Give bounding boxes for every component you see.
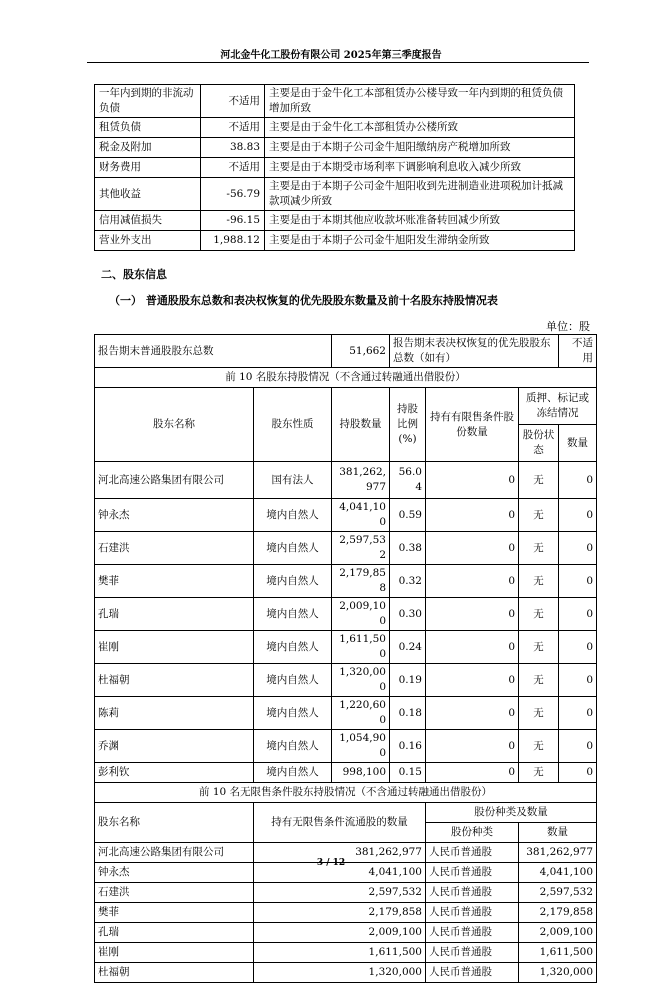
- page-header: 河北金牛化工股份有限公司 2025年第三季度报告: [220, 50, 442, 61]
- top10-row: [95, 664, 597, 697]
- th-status: 股份状态: [519, 425, 559, 462]
- th-ratio: 持股比例(%): [390, 388, 426, 462]
- shareholding-amount: 2,009,100: [332, 598, 390, 631]
- shareholder-name: 孔瑞: [95, 598, 254, 631]
- summary-value-2: 不适用: [559, 335, 597, 368]
- shareholding-ratio: 0.32: [390, 565, 426, 598]
- share-kind-qty: 2,597,532: [519, 883, 597, 903]
- unrestricted-name: 钟永杰: [95, 863, 254, 883]
- shareholding-amount: 2,179,858: [332, 565, 390, 598]
- share-kind-qty: 4,041,100: [519, 863, 597, 883]
- change-item: 财务费用: [95, 158, 201, 178]
- change-reason: 主要是由于本期子公司金牛旭阳收到先进制造业进项税加计抵减款项减少所致: [265, 178, 575, 211]
- uth-name: 股东名称: [95, 803, 254, 843]
- pledge-qty: 0: [559, 462, 597, 499]
- change-percent: 不适用: [201, 158, 265, 178]
- unrestricted-title: 前 10 名无限售条件股东持股情况（不含通过转融通出借股份）: [95, 783, 597, 803]
- shareholding-amount: 4,041,100: [332, 499, 390, 532]
- pledge-status: 无: [519, 763, 559, 783]
- shareholder-name: 杜福朝: [95, 664, 254, 697]
- restricted-shares: 0: [426, 763, 519, 783]
- unrestricted-name: 石建洪: [95, 883, 254, 903]
- shareholding-amount: 998,100: [332, 763, 390, 783]
- shareholder-nature: 境内自然人: [254, 532, 332, 565]
- restricted-shares: 0: [426, 532, 519, 565]
- change-row: [95, 158, 575, 178]
- shareholding-amount: 1,611,500: [332, 631, 390, 664]
- share-kind: 人民币普通股: [426, 843, 519, 863]
- uth-kind-group: 股份种类及数量: [426, 803, 597, 823]
- shareholder-nature: 境内自然人: [254, 664, 332, 697]
- unrestricted-row: [95, 903, 597, 923]
- change-row: [95, 231, 575, 251]
- shareholder-nature: 境内自然人: [254, 598, 332, 631]
- unrestricted-row: [95, 963, 597, 983]
- shareholding-amount: 381,262,977: [332, 462, 390, 499]
- share-kind: 人民币普通股: [426, 923, 519, 943]
- restricted-shares: 0: [426, 631, 519, 664]
- section-title-shareholders: 二、股东信息: [101, 268, 167, 281]
- unrestricted-amount: 381,262,977: [254, 843, 426, 863]
- pledge-status: 无: [519, 532, 559, 565]
- change-row: [95, 178, 575, 211]
- unrestricted-row: [95, 883, 597, 903]
- shareholding-ratio: 0.15: [390, 763, 426, 783]
- shareholder-name: 乔渊: [95, 730, 254, 763]
- unrestricted-row: [95, 923, 597, 943]
- unit-label: 单位：股: [546, 320, 590, 333]
- pledge-qty: 0: [559, 763, 597, 783]
- shareholder-name: 河北高速公路集团有限公司: [95, 462, 254, 499]
- shareholder-nature: 境内自然人: [254, 631, 332, 664]
- page-footer: 3 / 12: [316, 858, 346, 868]
- shareholder-name: 彭利钦: [95, 763, 254, 783]
- unrestricted-amount: 2,179,858: [254, 903, 426, 923]
- th-amount: 持股数量: [332, 388, 390, 462]
- unrestricted-amount: 1,320,000: [254, 963, 426, 983]
- pledge-status: 无: [519, 697, 559, 730]
- top10-row: [95, 631, 597, 664]
- th-pledge: 质押、标记或冻结情况: [519, 388, 597, 425]
- share-kind-qty: 1,320,000: [519, 963, 597, 983]
- shareholder-name: 陈莉: [95, 697, 254, 730]
- change-item: 其他收益: [95, 178, 201, 211]
- share-kind: 人民币普通股: [426, 883, 519, 903]
- shareholding-ratio: 0.18: [390, 697, 426, 730]
- change-item: 营业外支出: [95, 231, 201, 251]
- header-divider: [87, 62, 589, 63]
- share-kind: 人民币普通股: [426, 863, 519, 883]
- shareholder-nature: 国有法人: [254, 462, 332, 499]
- pledge-status: 无: [519, 499, 559, 532]
- shareholding-ratio: 56.04: [390, 462, 426, 499]
- shareholder-nature: 境内自然人: [254, 565, 332, 598]
- shareholder-nature: 境内自然人: [254, 697, 332, 730]
- change-percent: 不适用: [201, 85, 265, 118]
- top10-row: [95, 565, 597, 598]
- th-nature: 股东性质: [254, 388, 332, 462]
- top10-row: [95, 730, 597, 763]
- top10-row: [95, 462, 597, 499]
- change-item: 一年内到期的非流动负债: [95, 85, 201, 118]
- th-name: 股东名称: [95, 388, 254, 462]
- summary-value-1: 51,662: [332, 335, 390, 368]
- restricted-shares: 0: [426, 730, 519, 763]
- restricted-shares: 0: [426, 499, 519, 532]
- shareholder-table: [94, 334, 597, 983]
- unrestricted-amount: 1,611,500: [254, 943, 426, 963]
- pledge-qty: 0: [559, 664, 597, 697]
- pledge-status: 无: [519, 631, 559, 664]
- shareholding-ratio: 0.30: [390, 598, 426, 631]
- share-kind-qty: 381,262,977: [519, 843, 597, 863]
- share-kind: 人民币普通股: [426, 963, 519, 983]
- change-row: [95, 85, 575, 118]
- uth-kind: 股份种类: [426, 823, 519, 843]
- share-kind-qty: 2,009,100: [519, 923, 597, 943]
- unrestricted-name: 樊菲: [95, 903, 254, 923]
- shareholding-amount: 2,597,532: [332, 532, 390, 565]
- shareholding-ratio: 0.16: [390, 730, 426, 763]
- pledge-status: 无: [519, 730, 559, 763]
- shareholder-name: 钟永杰: [95, 499, 254, 532]
- th-restricted: 持有有限售条件股份数量: [426, 388, 519, 462]
- pledge-qty: 0: [559, 631, 597, 664]
- change-item: 信用减值损失: [95, 211, 201, 231]
- change-item: 税金及附加: [95, 138, 201, 158]
- pledge-status: 无: [519, 462, 559, 499]
- change-row: [95, 118, 575, 138]
- share-kind: 人民币普通股: [426, 943, 519, 963]
- change-reason: 主要是由于金牛化工本部租赁办公楼导致一年内到期的租赁负债增加所致: [265, 85, 575, 118]
- unrestricted-name: 河北高速公路集团有限公司: [95, 843, 254, 863]
- change-percent: 不适用: [201, 118, 265, 138]
- pledge-qty: 0: [559, 697, 597, 730]
- unrestricted-amount: 4,041,100: [254, 863, 426, 883]
- change-reason: 主要是由于本期子公司金牛旭阳发生滞纳金所致: [265, 231, 575, 251]
- unrestricted-amount: 2,597,532: [254, 883, 426, 903]
- th-qty: 数量: [559, 425, 597, 462]
- shareholder-nature: 境内自然人: [254, 499, 332, 532]
- change-reason: 主要是由于本期其他应收款坏账准备转回减少所致: [265, 211, 575, 231]
- shareholding-ratio: 0.38: [390, 532, 426, 565]
- shareholding-amount: 1,220,600: [332, 697, 390, 730]
- top10-row: [95, 499, 597, 532]
- unrestricted-name: 杜福朝: [95, 963, 254, 983]
- shareholder-nature: 境内自然人: [254, 730, 332, 763]
- share-kind-qty: 2,179,858: [519, 903, 597, 923]
- shareholder-name: 樊菲: [95, 565, 254, 598]
- pledge-qty: 0: [559, 565, 597, 598]
- shareholding-ratio: 0.19: [390, 664, 426, 697]
- shareholder-name: 石建洪: [95, 532, 254, 565]
- restricted-shares: 0: [426, 462, 519, 499]
- change-percent: 1,988.12: [201, 231, 265, 251]
- change-reason: 主要是由于本期子公司金牛旭阳缴纳房产税增加所致: [265, 138, 575, 158]
- shareholder-nature: 境内自然人: [254, 763, 332, 783]
- change-percent: 38.83: [201, 138, 265, 158]
- top10-row: [95, 532, 597, 565]
- summary-label-2: 报告期末表决权恢复的优先股股东总数（如有）: [390, 335, 559, 368]
- unrestricted-name: 崔刚: [95, 943, 254, 963]
- uth-amount: 持有无限售条件流通股的数量: [254, 803, 426, 843]
- unrestricted-amount: 2,009,100: [254, 923, 426, 943]
- restricted-shares: 0: [426, 664, 519, 697]
- top10-row: [95, 598, 597, 631]
- unrestricted-row: [95, 943, 597, 963]
- change-item: 租赁负债: [95, 118, 201, 138]
- uth-qty: 数量: [519, 823, 597, 843]
- top10-row: [95, 763, 597, 783]
- pledge-status: 无: [519, 664, 559, 697]
- change-reason: 主要是由于金牛化工本部租赁办公楼所致: [265, 118, 575, 138]
- share-kind-qty: 1,611,500: [519, 943, 597, 963]
- top10-title: 前 10 名股东持股情况（不含通过转融通出借股份）: [95, 368, 597, 388]
- pledge-qty: 0: [559, 598, 597, 631]
- change-reason: 主要是由于本期受市场利率下调影响利息收入减少所致: [265, 158, 575, 178]
- shareholding-ratio: 0.59: [390, 499, 426, 532]
- shareholding-amount: 1,054,900: [332, 730, 390, 763]
- subsection-title: （一） 普通股股东总数和表决权恢复的优先股股东数量及前十名股东持股情况表: [109, 294, 498, 307]
- change-row: [95, 211, 575, 231]
- pledge-qty: 0: [559, 730, 597, 763]
- restricted-shares: 0: [426, 697, 519, 730]
- share-kind: 人民币普通股: [426, 903, 519, 923]
- pledge-status: 无: [519, 598, 559, 631]
- pledge-qty: 0: [559, 499, 597, 532]
- summary-label-1: 报告期末普通股股东总数: [95, 335, 332, 368]
- restricted-shares: 0: [426, 565, 519, 598]
- pledge-qty: 0: [559, 532, 597, 565]
- unrestricted-name: 孔瑞: [95, 923, 254, 943]
- shareholding-ratio: 0.24: [390, 631, 426, 664]
- change-reason-table: [94, 84, 575, 251]
- change-row: [95, 138, 575, 158]
- change-percent: -56.79: [201, 178, 265, 211]
- restricted-shares: 0: [426, 598, 519, 631]
- change-percent: -96.15: [201, 211, 265, 231]
- pledge-status: 无: [519, 565, 559, 598]
- shareholding-amount: 1,320,000: [332, 664, 390, 697]
- top10-row: [95, 697, 597, 730]
- shareholder-name: 崔刚: [95, 631, 254, 664]
